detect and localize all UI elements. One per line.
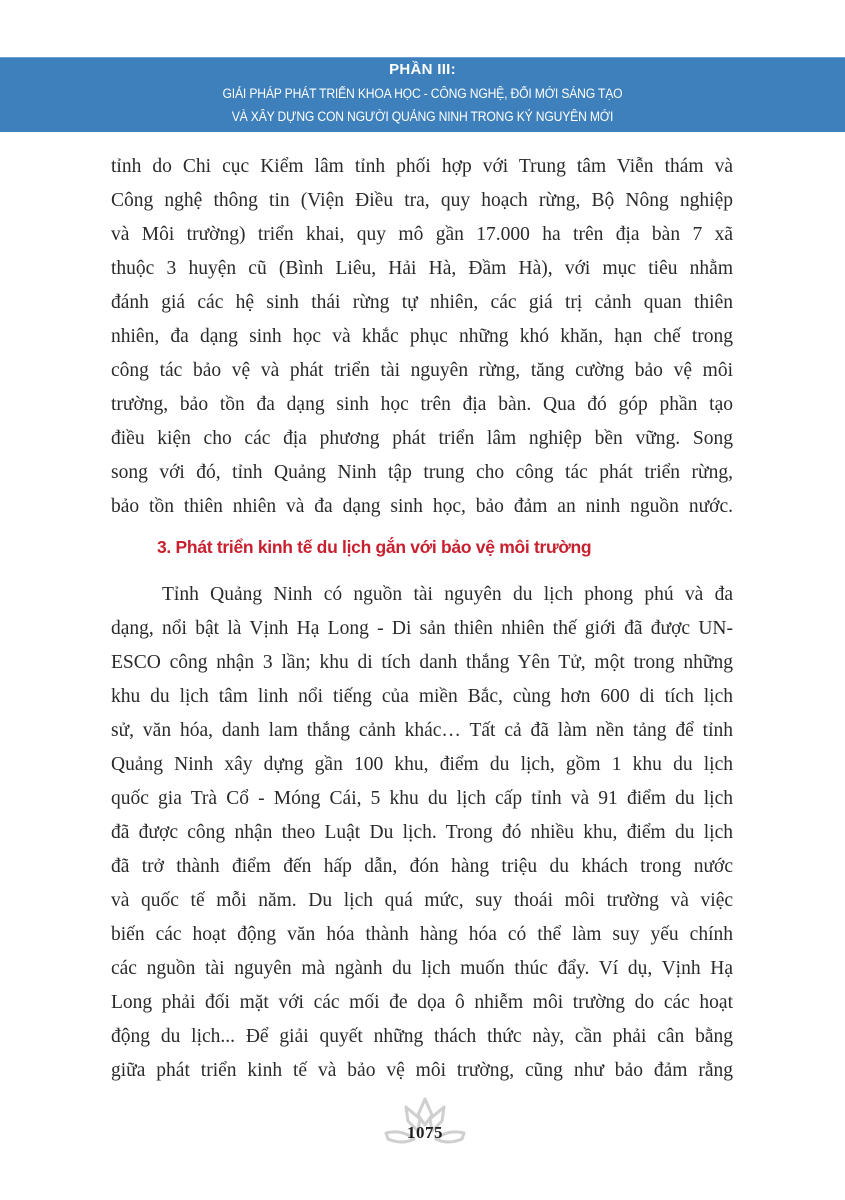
text-line: động du lịch... Để giải quyết những thách thức này, cần phải cân bằng bbox=[111, 1026, 733, 1047]
text-line: Công nghệ thông tin (Viện Điều tra, quy hoạch rừng, Bộ Nông nghiệp bbox=[111, 190, 733, 211]
text-line: quốc gia Trà Cổ - Móng Cái, 5 khu du lịch cấp tỉnh và 91 điểm du lịch bbox=[111, 788, 733, 809]
text-line: đã trở thành điểm đến hấp dẫn, đón hàng triệu du khách trong nước bbox=[111, 856, 733, 877]
text-line: sử, văn hóa, danh lam thắng cảnh khác… Tất cả đã làm nền tảng để tỉnh bbox=[111, 720, 733, 741]
text-line: Quảng Ninh xây dựng gần 100 khu, điểm du lịch, gồm 1 khu du lịch bbox=[111, 754, 733, 775]
part-subtitle-line-1: GIẢI PHÁP PHÁT TRIỂN KHOA HỌC - CÔNG NGHỆ, ĐỔI MỚI SÁNG TẠO bbox=[222, 86, 623, 101]
text-line: và Môi trường) triển khai, quy mô gần 17.000 ha trên địa bàn 7 xã bbox=[111, 224, 733, 245]
text-line: và quốc tế mỗi năm. Du lịch quá mức, suy thoái môi trường và việc bbox=[111, 890, 733, 911]
text-line: giữa phát triển kinh tế và bảo vệ môi trường, cũng như bảo đảm rằng bbox=[111, 1060, 733, 1081]
text-line: điều kiện cho các địa phương phát triển lâm nghiệp bền vững. Song bbox=[111, 428, 733, 449]
text-line: đánh giá các hệ sinh thái rừng tự nhiên, các giá trị cảnh quan thiên bbox=[111, 292, 733, 313]
text-line: trường, bảo tồn đa dạng sinh học trên địa bàn. Qua đó góp phần tạo bbox=[111, 394, 733, 415]
text-line: công tác bảo vệ và phát triển tài nguyên rừng, tăng cường bảo vệ môi bbox=[111, 360, 733, 381]
text-line: các nguồn tài nguyên mà ngành du lịch muốn thúc đẩy. Ví dụ, Vịnh Hạ bbox=[111, 958, 733, 979]
text-line: nhiên, đa dạng sinh học và khắc phục những khó khăn, hạn chế trong bbox=[111, 326, 733, 347]
text-line: bảo tồn thiên nhiên và đa dạng sinh học, bảo đảm an ninh nguồn nước. bbox=[111, 496, 733, 517]
page-footer bbox=[380, 1095, 470, 1155]
text-line: Long phải đối mặt với các mối đe dọa ô nhiễm môi trường do các hoạt bbox=[111, 992, 733, 1013]
section-heading: 3. Phát triển kinh tế du lịch gắn với bảo vệ môi trường bbox=[157, 537, 592, 557]
part-title: PHẦN III: bbox=[389, 61, 456, 78]
text-line: tỉnh do Chi cục Kiểm lâm tỉnh phối hợp với Trung tâm Viễn thám và bbox=[111, 156, 733, 177]
text-line: biến các hoạt động văn hóa thành hàng hóa có thể làm suy yếu chính bbox=[111, 924, 733, 945]
text-line: song với đó, tỉnh Quảng Ninh tập trung cho công tác phát triển rừng, bbox=[111, 462, 733, 483]
text-line: thuộc 3 huyện cũ (Bình Liêu, Hải Hà, Đầm Hà), với mục tiêu nhằm bbox=[111, 258, 733, 279]
text-line: Tỉnh Quảng Ninh có nguồn tài nguyên du lịch phong phú và đa bbox=[162, 584, 733, 605]
text-line: khu du lịch tâm linh nổi tiếng của miền Bắc, cùng hơn 600 di tích lịch bbox=[111, 686, 733, 707]
text-line: ESCO công nhận 3 lần; khu di tích danh thắng Yên Tử, một trong những bbox=[111, 652, 733, 673]
part-subtitle-line-2: VÀ XÂY DỰNG CON NGƯỜI QUẢNG NINH TRONG KỶ NGUYÊN MỚI bbox=[231, 109, 614, 124]
section-banner bbox=[0, 57, 845, 132]
text-line: dạng, nổi bật là Vịnh Hạ Long - Di sản thiên nhiên thế giới đã được UN- bbox=[111, 618, 733, 639]
page-number: 1075 bbox=[407, 1123, 443, 1142]
text-line: đã được công nhận theo Luật Du lịch. Trong đó nhiều khu, điểm du lịch bbox=[111, 822, 733, 843]
